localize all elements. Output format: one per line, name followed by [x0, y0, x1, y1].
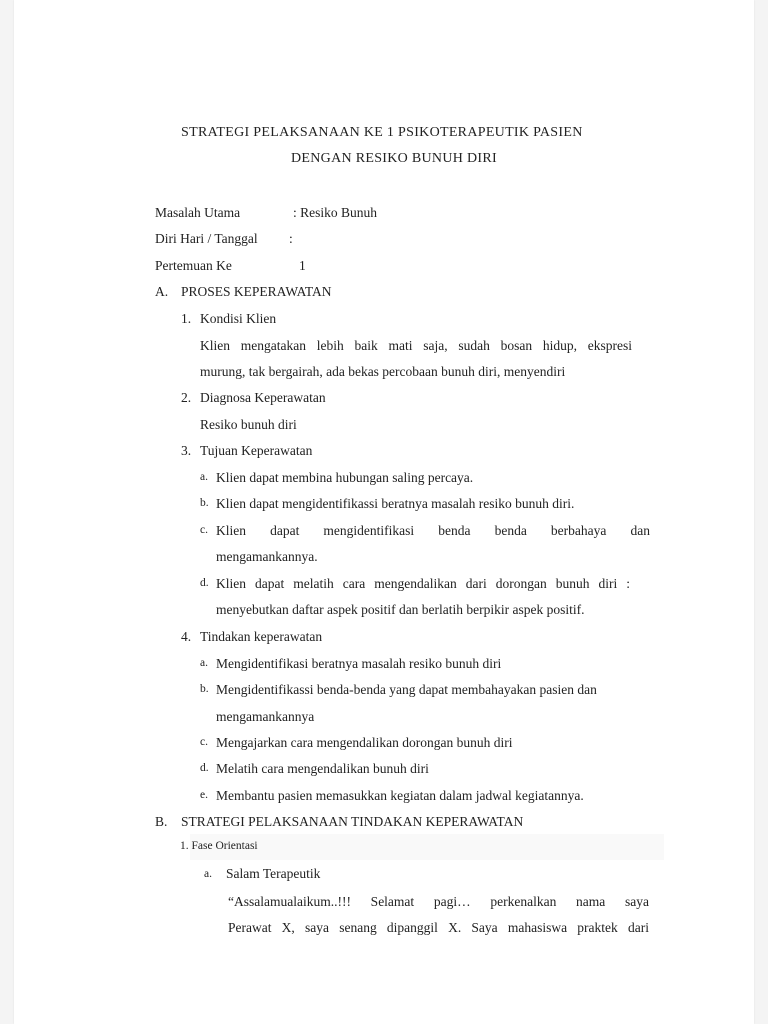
item-2-number: 2.: [181, 390, 192, 405]
section-a-marker: A.: [155, 284, 169, 299]
salam-line-2: Perawat X, saya senang dipanggil X. Saya mahasiswa praktek dari: [228, 920, 649, 935]
hari-tanggal-label: Diri Hari / Tanggal: [155, 231, 258, 246]
masalah-utama-label: Masalah Utama: [155, 205, 241, 220]
tujuan-c-line-2: mengamankannya.: [216, 549, 318, 564]
pertemuan-label: Pertemuan Ke: [155, 258, 232, 273]
tujuan-c-line-1: Klien dapat mengidentifikasi benda benda berbahaya dan: [216, 523, 650, 538]
item-4-title: Tindakan keperawatan: [200, 629, 323, 644]
tujuan-a-marker: a.: [200, 471, 208, 483]
hari-tanggal-value: :: [289, 231, 293, 246]
salam-title: Salam Terapeutik: [226, 866, 321, 881]
masalah-utama-value: : Resiko Bunuh: [293, 205, 378, 220]
tujuan-d-line-1: Klien dapat melatih cara mengendalikan dari dorongan bunuh diri :: [216, 576, 630, 591]
tindakan-e-marker: e.: [200, 789, 208, 801]
fase-orientasi-band: [190, 834, 664, 860]
salam-line-1: “Assalamualaikum..!!! Selamat pagi… perkenalkan nama saya: [228, 894, 649, 909]
item-1-body-line-2: murung, tak bergairah, ada bekas percobaan bunuh diri, menyendiri: [200, 364, 566, 379]
item-3-number: 3.: [181, 443, 192, 458]
tujuan-b-text: Klien dapat mengidentifikassi beratnya masalah resiko bunuh diri.: [216, 496, 575, 511]
tindakan-d-marker: d.: [200, 762, 209, 774]
item-1-number: 1.: [181, 311, 192, 326]
tujuan-b-marker: b.: [200, 497, 209, 509]
item-3-title: Tujuan Keperawatan: [200, 443, 313, 458]
salam-marker: a.: [204, 868, 212, 880]
tindakan-b-marker: b.: [200, 683, 209, 695]
document-title-line-2: DENGAN RESIKO BUNUH DIRI: [291, 151, 497, 166]
tindakan-a-text: Mengidentifikasi beratnya masalah resiko bunuh diri: [216, 656, 502, 671]
tindakan-e-text: Membantu pasien memasukkan kegiatan dalam jadwal kegiatannya.: [216, 788, 584, 803]
item-2-title: Diagnosa Keperawatan: [200, 390, 326, 405]
item-1-title: Kondisi Klien: [200, 311, 277, 326]
tindakan-c-text: Mengajarkan cara mengendalikan dorongan bunuh diri: [216, 735, 513, 750]
tujuan-c-marker: c.: [200, 524, 208, 536]
fase-orientasi-label: 1. Fase Orientasi: [180, 840, 258, 852]
item-1-body-line-1: Klien mengatakan lebih baik mati saja, sudah bosan hidup, ekspresi: [200, 338, 632, 353]
tujuan-d-line-2: menyebutkan daftar aspek positif dan berlatih berpikir aspek positif.: [216, 602, 585, 617]
section-b-heading: STRATEGI PELAKSANAAN TINDAKAN KEPERAWATAN: [181, 814, 524, 829]
tindakan-b-line-1: Mengidentifikassi benda-benda yang dapat membahayakan pasien dan: [216, 682, 597, 697]
section-a-heading: PROSES KEPERAWATAN: [181, 284, 332, 299]
tindakan-a-marker: a.: [200, 657, 208, 669]
tindakan-c-marker: c.: [200, 736, 208, 748]
tujuan-d-marker: d.: [200, 577, 209, 589]
item-4-number: 4.: [181, 629, 192, 644]
tujuan-a-text: Klien dapat membina hubungan saling percaya.: [216, 470, 474, 485]
item-2-body: Resiko bunuh diri: [200, 417, 297, 432]
document-title-line-1: STRATEGI PELAKSANAAN KE 1 PSIKOTERAPEUTIK PASIEN: [181, 125, 583, 140]
tindakan-b-line-2: mengamankannya: [216, 709, 315, 724]
tindakan-d-text: Melatih cara mengendalikan bunuh diri: [216, 761, 429, 776]
document-page: [14, 0, 754, 1024]
section-b-marker: B.: [155, 814, 168, 829]
pertemuan-value: 1: [299, 258, 306, 273]
